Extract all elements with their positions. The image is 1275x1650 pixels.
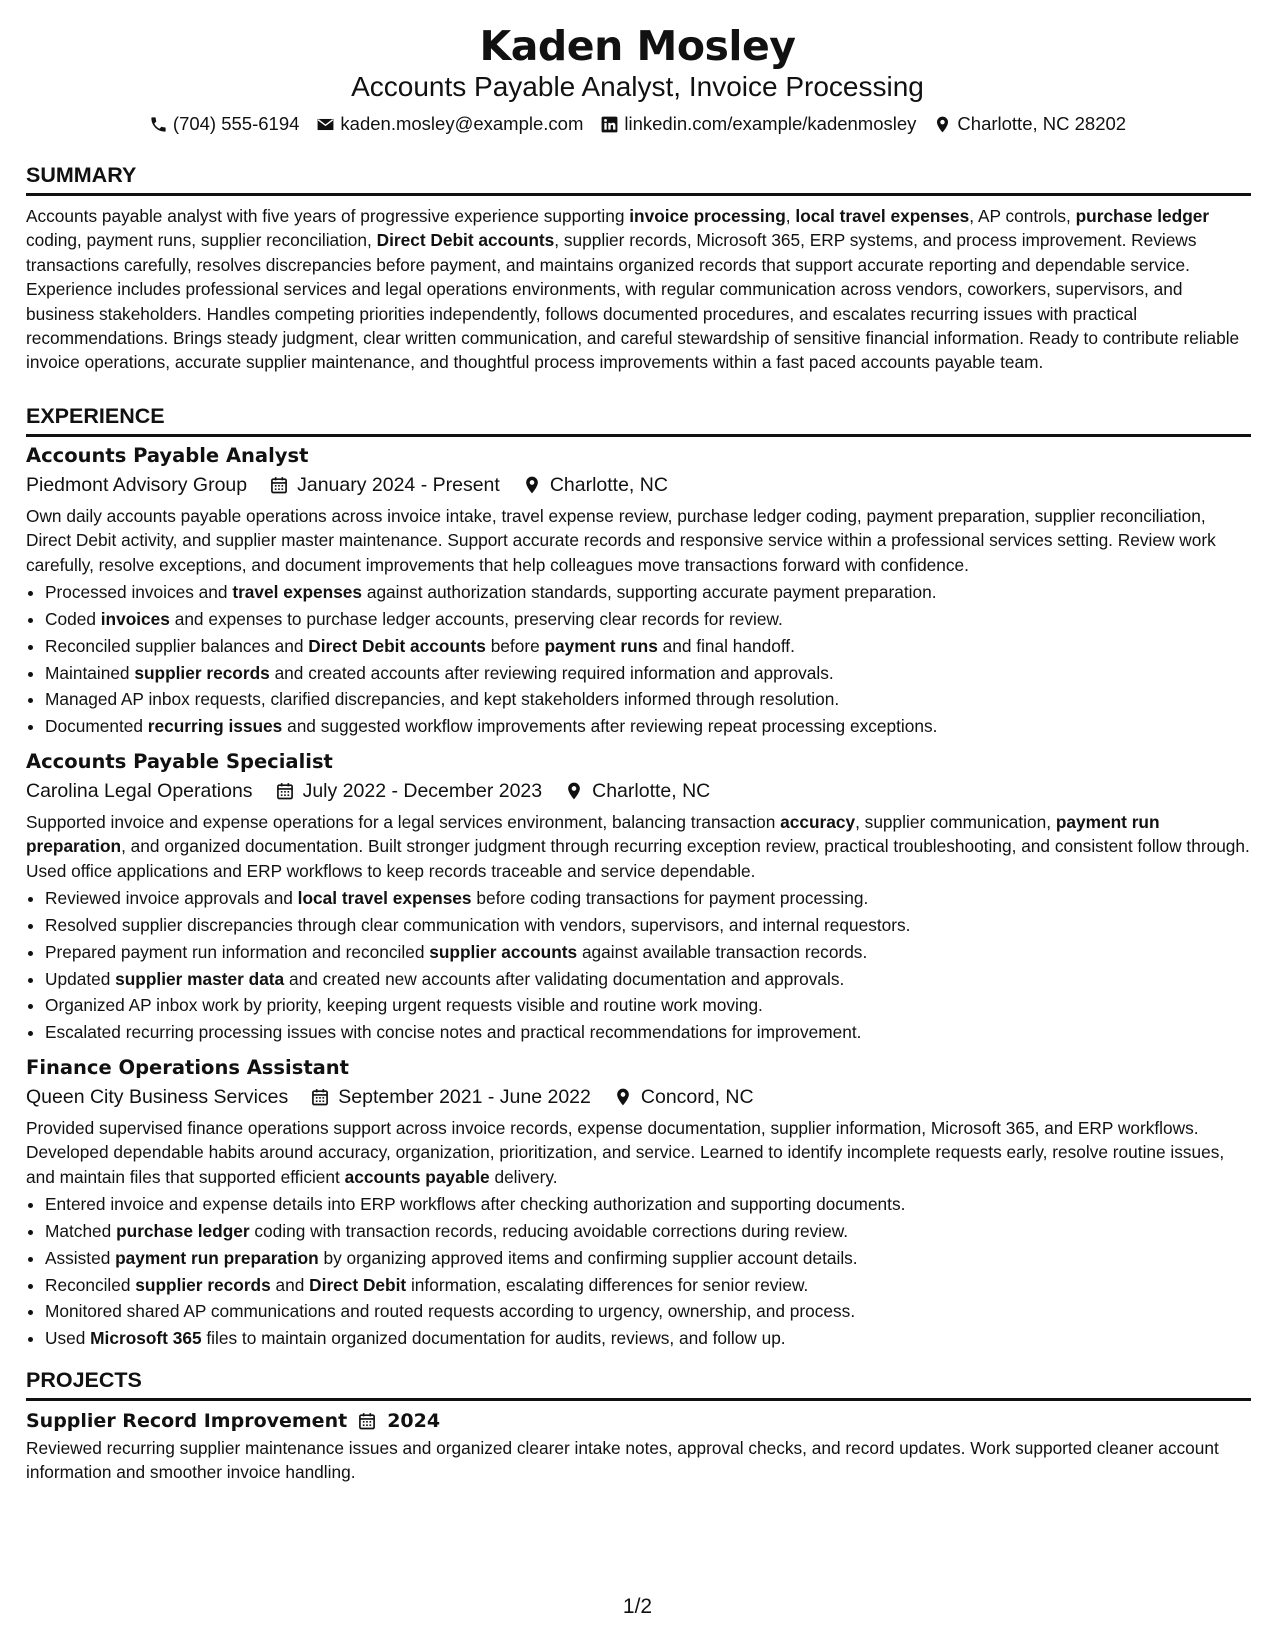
calendar-icon: [357, 1411, 377, 1431]
job-title: Accounts Payable Specialist: [26, 750, 333, 773]
project-header: [26, 1406, 1251, 1436]
contact-linkedin[interactable]: [600, 112, 916, 136]
job-meta: [26, 776, 1251, 806]
job-location: Charlotte, NC: [592, 780, 711, 802]
bullet-item: • Matched purchase ledger coding with transaction records, reducing avoidable corrections during review.: [45, 1218, 1251, 1245]
bullet-item: • Resolved supplier discrepancies through clear communication with vendors, supervisors, and internal requestors.: [45, 912, 1251, 939]
job-location: Concord, NC: [640, 1086, 754, 1108]
bullet-item: • Maintained supplier records and created accounts after reviewing required information and approvals.: [45, 660, 1251, 687]
bullet-item: • Escalated recurring processing issues with concise notes and practical recommendations for improvement.: [45, 1019, 1251, 1046]
map-pin-icon: [564, 781, 584, 801]
email-text: kaden.mosley@example.com: [340, 113, 584, 134]
bullet-item: • Processed invoices and travel expenses against authorization standards, supporting accurate payment preparation.: [45, 579, 1251, 606]
envelope-icon: [316, 115, 335, 134]
job-location: Charlotte, NC: [549, 474, 668, 496]
job-bullets: [26, 885, 1251, 1046]
projects-section: [26, 1366, 1251, 1485]
phone-text: (704) 555-6194: [172, 113, 300, 134]
bullet-item: • Entered invoice and expense details into ERP workflows after checking authorization and supporting documents.: [45, 1191, 1251, 1218]
project-title: Supplier Record Improvement: [26, 1410, 348, 1432]
job-dates: September 2021 - June 2022: [338, 1086, 591, 1108]
project-description: Reviewed recurring supplier maintenance issues and organized clearer intake notes, approval checks, and record updates. Work supported cleaner account information and smoother invoice handling.: [26, 1438, 1219, 1483]
candidate-headline: Accounts Payable Analyst, Invoice Processing: [351, 71, 924, 102]
job-company: Carolina Legal Operations: [26, 780, 253, 802]
job-entry: [26, 748, 1251, 1046]
bullet-item: • Used Microsoft 365 files to maintain organized documentation for audits, reviews, and follow up.: [45, 1325, 1251, 1352]
summary-section: [26, 161, 1251, 375]
contact-email[interactable]: [316, 112, 583, 136]
projects-heading: PROJECTS: [26, 1366, 1251, 1401]
summary-text: Accounts payable analyst with five years of progressive experience supporting invoice processing, local travel expenses, AP controls, purchase ledger coding, payment runs, supplier reconciliation, Direct Debit accounts, supplier records, Microsoft 365, ERP systems, and process improvement. Reviews transactions carefully, resolves discrepancies before payment, and maintains organized records that support accurate reporting and dependable service. Experience includes professional services and legal operations environments, with regular communication across vendors, coworkers, supervisors, and business stakeholders. Handles competing priorities independently, follows documented procedures, and escalates recurring issues with practical recommendations. Brings steady judgment, clear written communication, and careful stewardship of sensitive financial information. Ready to contribute reliable invoice operations, accurate supplier maintenance, and thoughtful process improvements within a fast paced accounts payable team.: [26, 206, 1240, 373]
contact-location: [933, 112, 1126, 136]
map-pin-icon: [933, 115, 952, 134]
bullet-item: • Updated supplier master data and created new accounts after validating documentation and approvals.: [45, 966, 1251, 993]
bullet-item: • Reviewed invoice approvals and local travel expenses before coding transactions for payment processing.: [45, 885, 1251, 912]
project-year: 2024: [387, 1410, 441, 1432]
summary-heading: SUMMARY: [26, 161, 1251, 196]
job-title: Finance Operations Assistant: [26, 1056, 349, 1079]
calendar-icon: [275, 781, 295, 801]
experience-section: [26, 402, 1251, 1352]
map-pin-icon: [613, 1087, 633, 1107]
experience-heading: EXPERIENCE: [26, 402, 1251, 437]
job-summary: Own daily accounts payable operations across invoice intake, travel expense review, purchase ledger coding, payment preparation, supplier reconciliation, Direct Debit activity, and supplier master maintenance. Support accurate records and responsive service within a professional services setting. Review work carefully, resolve exceptions, and document improvements that help colleagues move transactions forward with confidence.: [26, 506, 1216, 575]
bullet-item: • Documented recurring issues and suggested workflow improvements after reviewing repeat processing exceptions.: [45, 713, 1251, 740]
job-title: Accounts Payable Analyst: [26, 444, 309, 467]
map-pin-icon: [522, 475, 542, 495]
job-entry: [26, 442, 1251, 740]
contact-bar: [0, 112, 1275, 136]
page-number: 1/2: [622, 1595, 653, 1618]
job-summary: Supported invoice and expense operations for a legal services environment, balancing transaction accuracy, supplier communication, payment run preparation, and organized documentation. Built stronger judgment through recurring exception review, practical troubleshooting, and consistent follow through. Used office applications and ERP workflows to keep records traceable and service dependable.: [26, 812, 1250, 881]
calendar-icon: [310, 1087, 330, 1107]
job-bullets: [26, 579, 1251, 740]
bullet-item: • Assisted payment run preparation by organizing approved items and confirming supplier account details.: [45, 1245, 1251, 1272]
bullet-item: • Monitored shared AP communications and routed requests according to urgency, ownership, and process.: [45, 1298, 1251, 1325]
job-meta: [26, 1082, 1251, 1112]
bullet-item: • Reconciled supplier balances and Direct Debit accounts before payment runs and final handoff.: [45, 633, 1251, 660]
linkedin-text: linkedin.com/example/kadenmosley: [624, 113, 917, 134]
bullet-item: • Reconciled supplier records and Direct Debit information, escalating differences for senior review.: [45, 1272, 1251, 1299]
phone-icon: [149, 115, 168, 134]
bullet-item: • Prepared payment run information and reconciled supplier accounts against available transaction records.: [45, 939, 1251, 966]
contact-phone: [149, 112, 300, 136]
candidate-name: Kaden Mosley: [479, 22, 796, 70]
location-text: Charlotte, NC 28202: [957, 113, 1127, 134]
job-summary: Provided supervised finance operations support across invoice records, expense documentation, supplier information, Microsoft 365, and ERP workflows. Developed dependable habits around accuracy, organization, prioritization, and service. Learned to identify incomplete requests early, resolve routine issues, and maintain files that supported efficient accounts payable delivery.: [26, 1118, 1225, 1187]
job-dates: July 2022 - December 2023: [302, 780, 543, 802]
linkedin-icon: [600, 115, 619, 134]
job-meta: [26, 470, 1251, 500]
job-company: Queen City Business Services: [26, 1086, 289, 1108]
job-company: Piedmont Advisory Group: [26, 474, 248, 496]
job-entry: [26, 1054, 1251, 1352]
job-dates: January 2024 - Present: [297, 474, 500, 496]
bullet-item: • Organized AP inbox work by priority, keeping urgent requests visible and routine work moving.: [45, 992, 1251, 1019]
calendar-icon: [269, 475, 289, 495]
bullet-item: • Coded invoices and expenses to purchase ledger accounts, preserving clear records for review.: [45, 606, 1251, 633]
bullet-item: • Managed AP inbox requests, clarified discrepancies, and kept stakeholders informed through resolution.: [45, 686, 1251, 713]
job-bullets: [26, 1191, 1251, 1352]
resume-header: [0, 20, 1275, 136]
project-entry: [26, 1406, 1251, 1485]
